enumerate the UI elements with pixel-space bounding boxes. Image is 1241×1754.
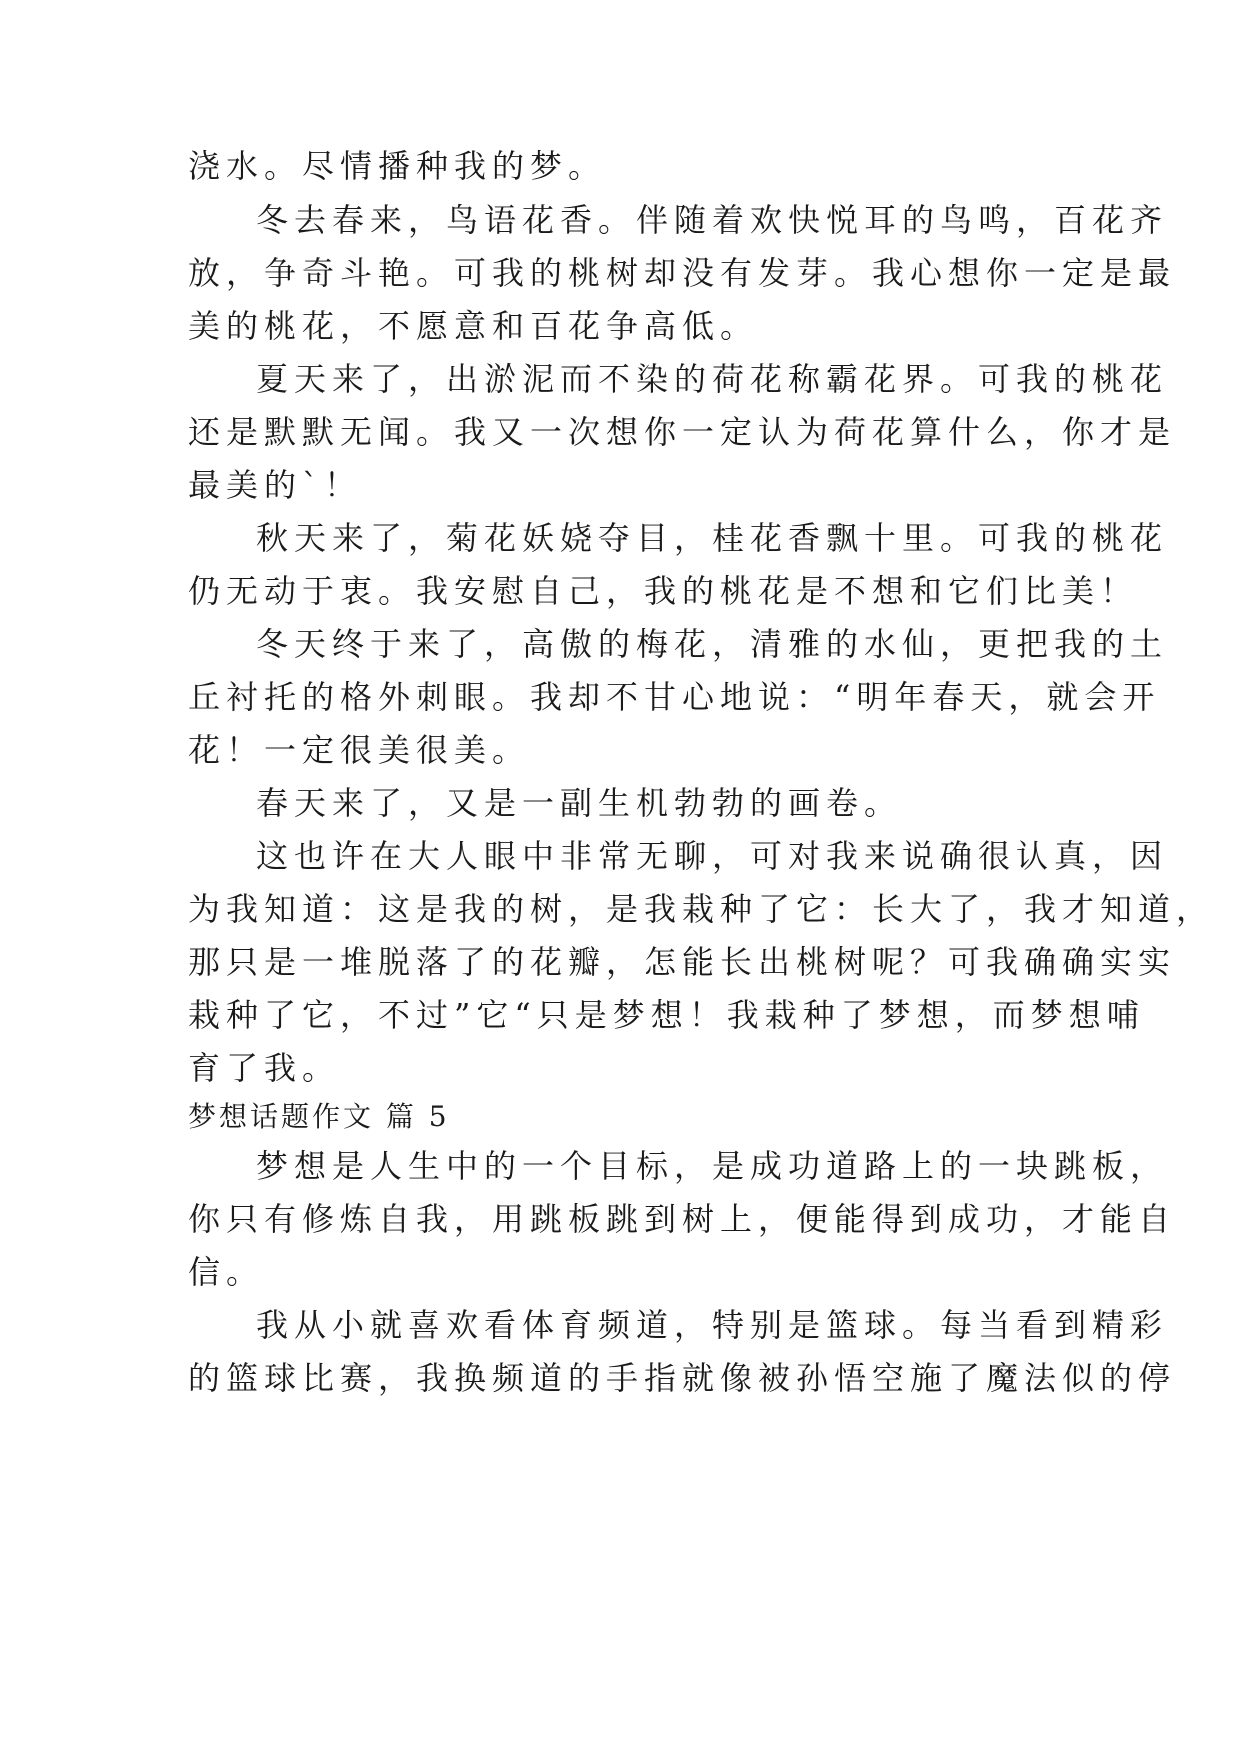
paragraph-line: 丘衬托的格外刺眼。我却不甘心地说：“明年春天，就会开: [188, 678, 1161, 716]
paragraph-line: 的篮球比赛，我换频道的手指就像被孙悟空施了魔法似的停: [188, 1359, 1177, 1397]
paragraph-line: 你只有修炼自我，用跳板跳到树上，便能得到成功，才能自: [188, 1200, 1177, 1238]
paragraph-line: 育了我。: [188, 1049, 341, 1087]
paragraph-line: 栽种了它，不过”它“只是梦想！我栽种了梦想，而梦想哺: [188, 996, 1145, 1034]
section-heading: 梦想话题作文 篇 5: [188, 1100, 450, 1133]
paragraph-line: 我从小就喜欢看体育频道，特别是篮球。每当看到精彩: [256, 1306, 1169, 1344]
paragraph-line: 夏天来了，出淤泥而不染的荷花称霸花界。可我的桃花: [256, 360, 1169, 398]
paragraph-line: 美的桃花，不愿意和百花争高低。: [188, 307, 759, 345]
paragraph-line: 那只是一堆脱落了的花瓣，怎能长出桃树呢？可我确确实实: [188, 943, 1177, 981]
paragraph-line: 最美的`！: [188, 466, 363, 504]
paragraph-line: 为我知道：这是我的树，是我栽种了它：长大了，我才知道，: [188, 890, 1215, 928]
paragraph-line: 冬去春来，鸟语花香。伴随着欢快悦耳的鸟鸣，百花齐: [256, 201, 1169, 239]
paragraph-line: 冬天终于来了，高傲的梅花，清雅的水仙，更把我的土: [256, 625, 1169, 663]
paragraph-line: 花！一定很美很美。: [188, 731, 531, 769]
paragraph-line: 放，争奇斗艳。可我的桃树却没有发芽。我心想你一定是最: [188, 254, 1177, 292]
paragraph-line: 仍无动于衷。我安慰自己，我的桃花是不想和它们比美！: [188, 572, 1139, 610]
paragraph-line: 浇水。尽情播种我的梦。: [188, 147, 607, 185]
paragraph-line: 春天来了，又是一副生机勃勃的画卷。: [256, 784, 903, 822]
paragraph-line: 梦想是人生中的一个目标，是成功道路上的一块跳板，: [256, 1147, 1169, 1185]
paragraph-line: 信。: [188, 1253, 265, 1291]
paragraph-line: 秋天来了，菊花妖娆夺目，桂花香飘十里。可我的桃花: [256, 519, 1169, 557]
paragraph-line: 这也许在大人眼中非常无聊，可对我来说确很认真，因: [256, 837, 1169, 875]
paragraph-line: 还是默默无闻。我又一次想你一定认为荷花算什么，你才是: [188, 413, 1177, 451]
